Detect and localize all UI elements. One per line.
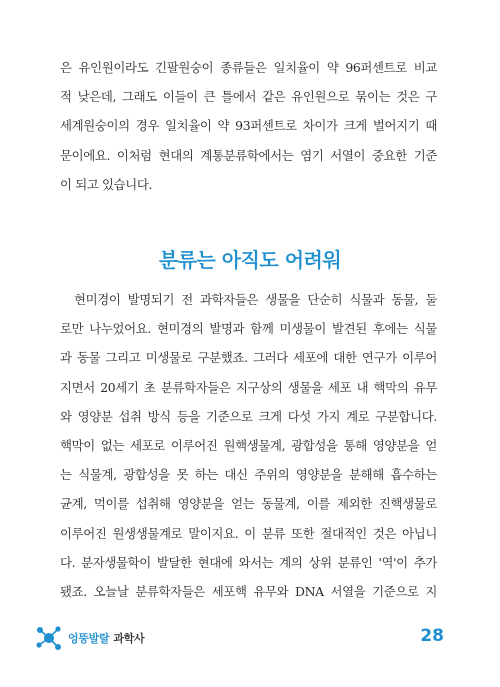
molecule-icon (36, 625, 62, 651)
text-line: 이 되고 있습니다. (60, 176, 153, 192)
section-heading: 분류는 아직도 어려워 (158, 248, 342, 272)
text-line: 다. 분자생물학이 발달한 현대에 와서는 계의 상위 분류인 '역'이 추가 (60, 554, 437, 570)
text-line: 와 영양분 섭취 방식 등을 기준으로 크게 다섯 가지 계로 구분합니다. (60, 408, 437, 424)
text-line: 로만 나누었어요. 현미경의 발명과 함께 미생물이 발견된 후에는 식물 (60, 321, 437, 337)
text-line: 과 동물 그리고 미생물로 구분했죠. 그러다 세포에 대한 연구가 이루어 (60, 350, 437, 366)
series-title-main: 엉뚱발랄 (68, 632, 110, 645)
page-footer (36, 625, 144, 651)
text-line: 는 식물계, 광합성을 못 하는 대신 주위의 영양분을 분해해 흡수하는 (60, 467, 437, 483)
text-line: 균계, 먹이를 섭취해 영양분을 얻는 동물계, 이를 제외한 진핵생물로 (60, 496, 437, 512)
series-title-sub: 과학사 (113, 632, 145, 645)
paragraph-continued (60, 53, 437, 199)
text-line: 됐죠. 오늘날 분류학자들은 세포핵 유무와 DNA 서열을 기준으로 지 (60, 583, 437, 599)
text-line: 문이에요. 이처럼 현대의 계통분류학에서는 염기 서열이 중요한 기준 (60, 147, 437, 163)
text-line: 적 낮은데, 그래도 이들이 큰 틀에서 같은 유인원으로 묶이는 것은 구 (60, 89, 437, 105)
text-line: 세계원숭이의 경우 일치율이 약 93퍼센트로 차이가 크게 벌어지기 때 (60, 118, 437, 134)
series-title (68, 630, 144, 646)
text-line: 핵막이 없는 세포로 이루어진 원핵생물계, 광합성을 통해 영양분을 얻 (60, 437, 437, 453)
text-line: 지면서 20세기 초 분류학자들은 지구상의 생물을 세포 내 핵막의 유무 (60, 379, 437, 395)
body-paragraph (60, 285, 437, 606)
text-line: 이루어진 원생생물계로 말이지요. 이 분류 또한 절대적인 것은 아닙니 (60, 525, 437, 541)
text-line: 현미경이 발명되기 전 과학자들은 생물을 단순히 식물과 동물, 둘 (74, 292, 437, 307)
text-line: 은 유인원이라도 긴팔원숭이 종류들은 일치율이 약 96퍼센트로 비교 (60, 60, 437, 75)
page-number: 28 (420, 626, 444, 646)
